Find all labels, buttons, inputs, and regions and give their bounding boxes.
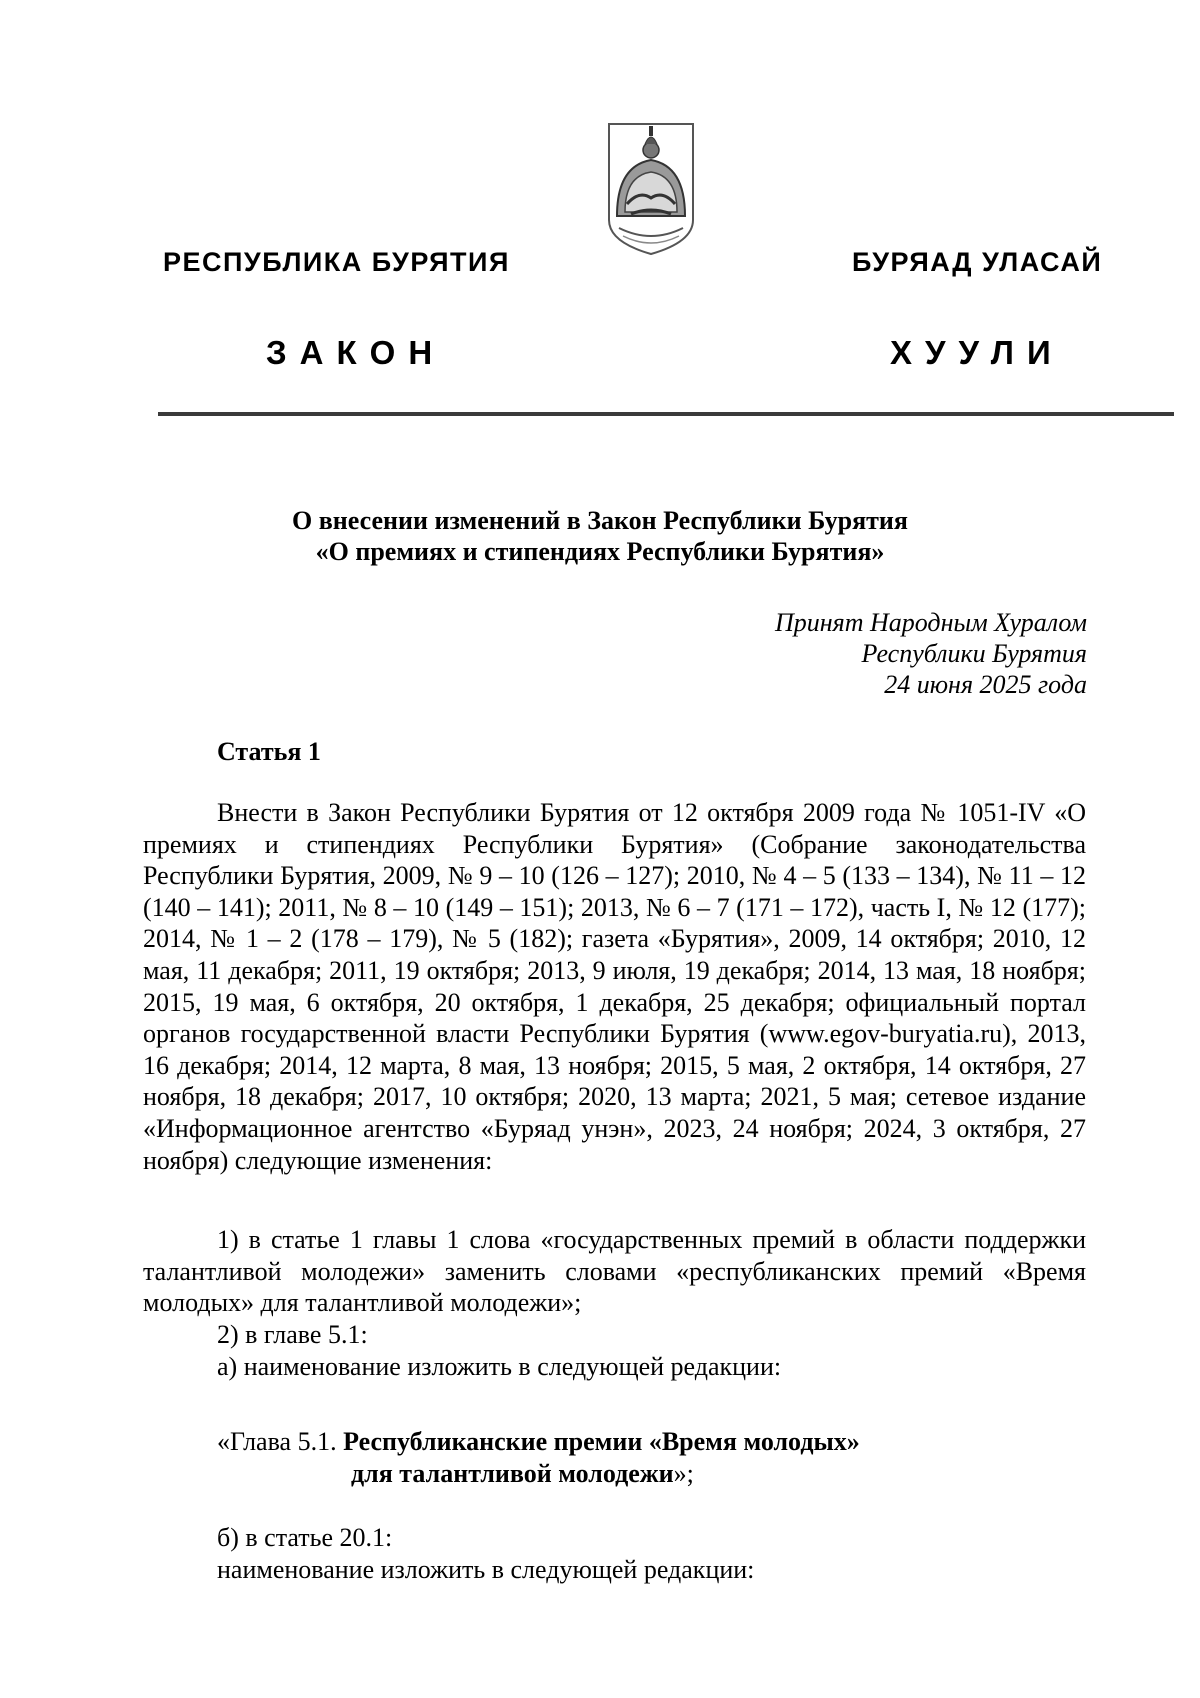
adoption-line-2: Республики Бурятия <box>861 639 1087 668</box>
republic-name-russian: РЕСПУБЛИКА БУРЯТИЯ <box>163 247 510 277</box>
adoption-date: 24 июня 2025 года <box>884 670 1087 699</box>
adoption-line-1: Принят Народным Хуралом <box>774 608 1087 637</box>
document-type-russian: ЗАКОН <box>266 334 446 371</box>
amendment-item-2a: а) наименование изложить в следующей редакции: <box>217 1352 782 1381</box>
coat-of-arms-icon <box>605 120 697 258</box>
chapter-suffix: »; <box>673 1458 694 1488</box>
amendment-item-2b-text: наименование изложить в следующей редакции: <box>217 1555 755 1584</box>
amendment-item-2b: б) в статье 20.1: <box>217 1523 393 1552</box>
article-intro-paragraph: Внести в Закон Республики Бурятия от 12 октября 2009 года № 1051-IV «О премиях и стипендиях Республики Бурятия» (Собрание законодательства Республики Бурятия, 2009, № 9 – 10 (126 – 127); 2010, № 4 – 5 (133 – 134), № 11 – 12 (140 – 141); 2011, № 8 – 10 (149 – 151); 2013, № 6 – 7 (171 – 172), часть I, № 12 (177); 2014, № 1 – 2 (178 – 179), № 5 (182); газета «Бурятия», 2009, 14 октября; 2010, 12 мая, 11 декабря; 2011, 19 октября; 2013, 9 июля, 19 декабря; 2014, 13 мая, 18 ноября; 2015, 19 мая, 6 октября, 20 октября, 1 декабря, 25 декабря; официальный портал органов государственной власти Республики Бурятия (www.egov-buryatia.ru), 2013, 16 декабря; 2014, 12 марта, 8 мая, 13 ноября; 2015, 5 мая, 2 октября, 14 октября, 27 ноября, 18 декабря; 2017, 10 октября; 2020, 13 марта; 2021, 5 мая; сетевое издание «Информационное агентство «Буряад унэн», 2023, 24 ноября; 2024, 3 октября, 27 ноября) следующие изменения: <box>143 798 1086 1175</box>
amendment-item-1: 1) в статье 1 главы 1 слова «государственных премий в области поддержки талантливой молодежи» заменить словами «республиканских премий «Время молодых» для талантливой молодежи»; <box>143 1225 1086 1318</box>
header-divider <box>158 412 1174 416</box>
document-type-buryat: ХУУЛИ <box>890 334 1064 371</box>
title-line-2: «О премиях и стипендиях Республики Бурятия» <box>315 537 885 566</box>
adoption-note <box>775 607 1087 700</box>
chapter-title-line-1: Республиканские премии «Время молодых» <box>343 1427 860 1456</box>
amendment-item-2: 2) в главе 5.1: <box>217 1320 368 1349</box>
article-heading: Статья 1 <box>217 737 321 766</box>
chapter-title-line-2: для талантливой молодежи <box>351 1458 674 1488</box>
chapter-prefix: «Глава 5.1. <box>217 1427 344 1456</box>
document-title <box>0 505 1200 567</box>
title-line-1: О внесении изменений в Закон Республики Бурятия <box>292 506 908 535</box>
republic-name-buryat: БУРЯАД УЛАСАЙ <box>852 247 1103 277</box>
new-chapter-title <box>217 1426 860 1489</box>
